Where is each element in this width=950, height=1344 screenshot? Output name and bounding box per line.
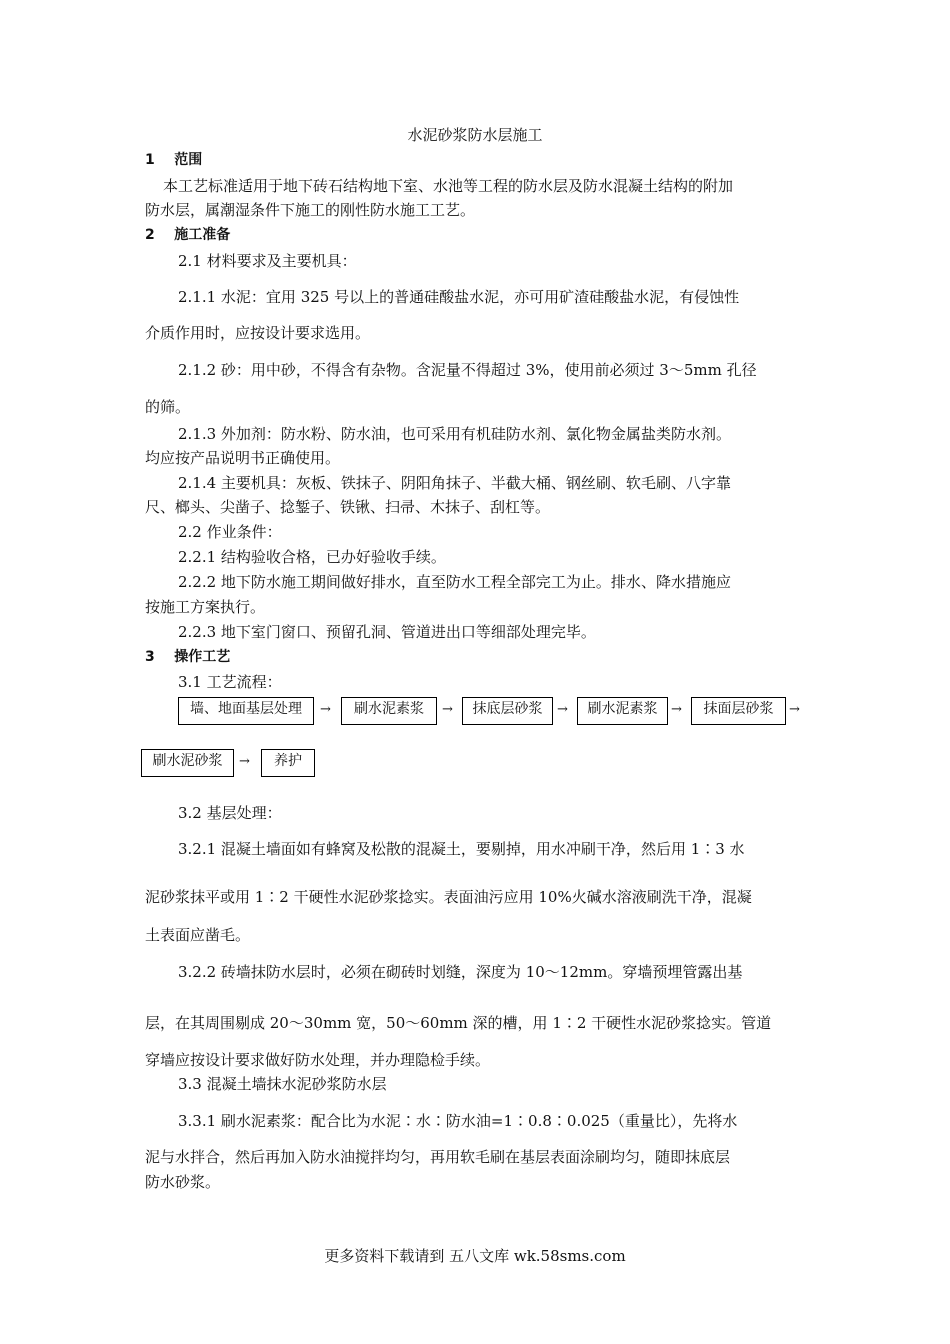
paragraph-line: 按施工方案执行。: [145, 598, 266, 616]
flow-step-box: 刷水泥素浆: [577, 697, 668, 725]
paragraph-line: 2.1.2 砂：用中砂，不得含有杂物。含泥量不得超过 3%，使用前必须过 3～5mm 孔径: [178, 361, 757, 379]
flow-step-box: 抹底层砂浆: [462, 697, 553, 725]
page-footer: 更多资料下载请到 五八文库 wk.58sms.com: [324, 1247, 626, 1265]
paragraph-line: 3.2.1 混凝土墙面如有蜂窝及松散的混凝土，要剔掉，用水冲刷干净，然后用 1∶3 水: [178, 840, 745, 858]
flow-arrow-icon: →: [442, 702, 453, 717]
section-1-heading: [145, 150, 202, 170]
paragraph-line: 2.2.3 地下室门窗口、预留孔洞、管道进出口等细部处理完毕。: [178, 623, 596, 641]
flow-step-box: 抹面层砂浆: [691, 697, 786, 725]
paragraph-line: 层，在其周围剔成 20～30mm 宽，50～60mm 深的槽，用 1∶2 干硬性水泥砂浆捻实。管道: [145, 1014, 772, 1032]
paragraph-line: 均应按产品说明书正确使用。: [145, 449, 341, 467]
paragraph-line: 2.2.2 地下防水施工期间做好排水，直至防水工程全部完工为止。排水、降水措施应: [178, 573, 731, 591]
flow-arrow-icon: →: [557, 702, 568, 717]
paragraph-line: 穿墙应按设计要求做好防水处理，并办理隐检手续。: [145, 1051, 491, 1069]
section-3-heading: [145, 647, 230, 667]
paragraph-line: 泥砂浆抹平或用 1∶2 干硬性水泥砂浆捻实。表面油污应用 10%火碱水溶液刷洗干净，混凝: [145, 888, 752, 906]
flow-step-box: 养护: [261, 749, 315, 777]
subsection-heading: 3.1 工艺流程：: [178, 673, 282, 691]
section-number: 2: [145, 227, 155, 243]
paragraph-line: 防水砂浆。: [145, 1173, 221, 1191]
section-title: 范围: [174, 152, 203, 168]
section-title: 施工准备: [174, 227, 231, 243]
paragraph-line: 2.1.4 主要机具：灰板、铁抹子、阴阳角抹子、半截大桶、钢丝刷、软毛刷、八字靠: [178, 474, 731, 492]
paragraph-line: 本工艺标准适用于地下砖石结构地下室、水池等工程的防水层及防水混凝土结构的附加: [163, 177, 734, 195]
paragraph-line: 泥与水拌合，然后再加入防水油搅拌均匀，再用软毛刷在基层表面涂刷均匀，随即抹底层: [145, 1148, 731, 1166]
paragraph-line: 2.1.1 水泥：宜用 325 号以上的普通硅酸盐水泥，亦可用矿渣硅酸盐水泥，有侵蚀性: [178, 288, 740, 306]
flow-arrow-icon: →: [239, 754, 250, 769]
section-title: 操作工艺: [174, 649, 231, 665]
section-2-heading: [145, 225, 230, 245]
flow-step-box: 刷水泥砂浆: [141, 749, 234, 777]
subsection-heading: 3.2 基层处理：: [178, 804, 282, 822]
paragraph-line: 2.1.3 外加剂：防水粉、防水油，也可采用有机硅防水剂、氯化物金属盐类防水剂。: [178, 425, 731, 443]
section-number: 1: [145, 152, 155, 168]
flow-arrow-icon: →: [320, 702, 331, 717]
flow-arrow-icon: →: [789, 702, 800, 717]
subsection-heading: 2.2 作业条件：: [178, 523, 282, 541]
paragraph-line: 3.2.2 砖墙抹防水层时，必须在砌砖时划缝，深度为 10～12mm。穿墙预埋管露出基: [178, 963, 743, 981]
paragraph-line: 尺、榔头、尖凿子、捻錾子、铁锹、扫帚、木抹子、刮杠等。: [145, 498, 551, 516]
document-title: 水泥砂浆防水层施工: [407, 126, 543, 144]
paragraph-line: 2.2.1 结构验收合格，已办好验收手续。: [178, 548, 446, 566]
flow-step-box: 墙、地面基层处理: [178, 697, 314, 725]
paragraph-line: 防水层，属潮湿条件下施工的刚性防水施工工艺。: [145, 201, 476, 219]
flow-arrow-icon: →: [671, 702, 682, 717]
paragraph-line: 土表面应凿毛。: [145, 926, 251, 944]
paragraph-line: 3.3.1 刷水泥素浆：配合比为水泥∶水∶防水油=1∶0.8∶0.025（重量比），先将水: [178, 1112, 738, 1130]
paragraph-line: 的筛。: [145, 398, 191, 416]
subsection-heading: 2.1 材料要求及主要机具：: [178, 252, 357, 270]
paragraph-line: 介质作用时，应按设计要求选用。: [145, 324, 371, 342]
subsection-heading: 3.3 混凝土墙抹水泥砂浆防水层: [178, 1075, 387, 1093]
flow-step-box: 刷水泥素浆: [341, 697, 437, 725]
section-number: 3: [145, 649, 155, 665]
